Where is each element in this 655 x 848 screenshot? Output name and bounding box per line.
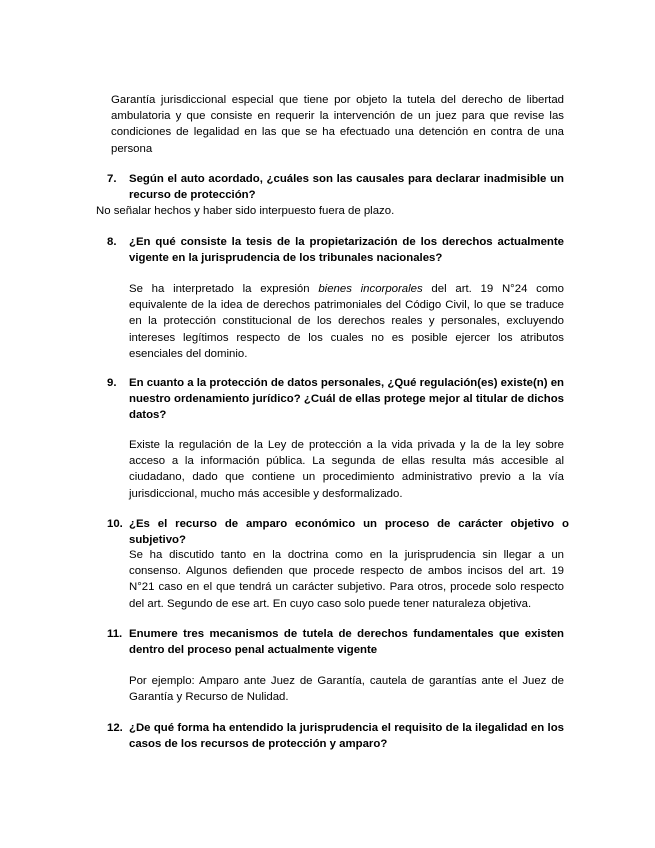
answer-text-start: Se ha interpretado la expresión: [129, 283, 319, 295]
answer-7: No señalar hechos y haber sido interpuesto fuera de plazo.: [96, 205, 395, 217]
question-number: 11.: [107, 628, 123, 640]
question-text: En cuanto a la protección de datos personales, ¿Qué regulación(es) existe(n) en nuestro ordenamiento jurídico? ¿Cuál de ellas protege mejor al titular de dichos datos?: [129, 377, 564, 422]
answer-text-end: del art. 19 N°24 como equivalente de la idea de derechos patrimoniales del Código Civil, lo que se traduce en la protección constitucional de los derechos reales y personales, excluyendo intereses legítimos respecto de los cuales no es posible ejercer los atributos esenciales del dominio.: [129, 283, 564, 360]
answer-8: [129, 281, 564, 362]
question-12: [107, 720, 564, 752]
question-number: 12.: [107, 722, 123, 734]
question-11: [107, 626, 564, 658]
answer-text-italic: bienes incorporales: [318, 283, 423, 295]
question-number: 7.: [107, 173, 117, 185]
intro-answer: Garantía jurisdiccional especial que tiene por objeto la tutela del derecho de libertad ambulatoria y que consiste en requerir la intervención de un juez para que revise las condiciones de legalidad en las que se ha efectuado una detención en contra de una persona: [111, 94, 564, 155]
question-number: 9.: [107, 377, 117, 389]
answer-11: Por ejemplo: Amparo ante Juez de Garantía, cautela de garantías ante el Juez de Garantía y Recurso de Nulidad.: [129, 675, 564, 704]
question-text: ¿De qué forma ha entendido la jurisprudencia el requisito de la ilegalidad en los casos de los recursos de protección y amparo?: [129, 722, 564, 751]
question-9: [107, 375, 564, 424]
question-number: 8.: [107, 236, 117, 248]
question-7: [107, 171, 564, 203]
question-text: Según el auto acordado, ¿cuáles son las causales para declarar inadmisible un recurso de protección?: [129, 173, 564, 202]
answer-9: Existe la regulación de la Ley de protección a la vida privada y la de la ley sobre acceso a la información pública. La segunda de ellas resulta más accesible al ciudadano, dado que contiene un procedimiento administrativo previo a la vía jurisdiccional, mucho más accesible y desformalizado.: [129, 439, 564, 500]
question-8: [107, 234, 564, 266]
answer-10: Se ha discutido tanto en la doctrina como en la jurisprudencia sin llegar a un consenso. Algunos defienden que procede respecto de ambos incisos del art. 19 N°21 caso en el que tendrá un carácter subjetivo. Para otros, procede solo respecto del art. Segundo de ese art. En cuyo caso solo puede tener naturaleza objetiva.: [129, 549, 564, 610]
question-text: Enumere tres mecanismos de tutela de derechos fundamentales que existen dentro del proceso penal actualmente vigente: [129, 628, 564, 657]
question-text: ¿En qué consiste la tesis de la propietarización de los derechos actualmente vigente en la jurisprudencia de los tribunales nacionales?: [129, 236, 564, 265]
question-text: ¿Es el recurso de amparo económico un proceso de carácter objetivo o subjetivo?: [129, 518, 569, 547]
question-10: [107, 516, 569, 548]
question-number: 10.: [107, 518, 123, 530]
